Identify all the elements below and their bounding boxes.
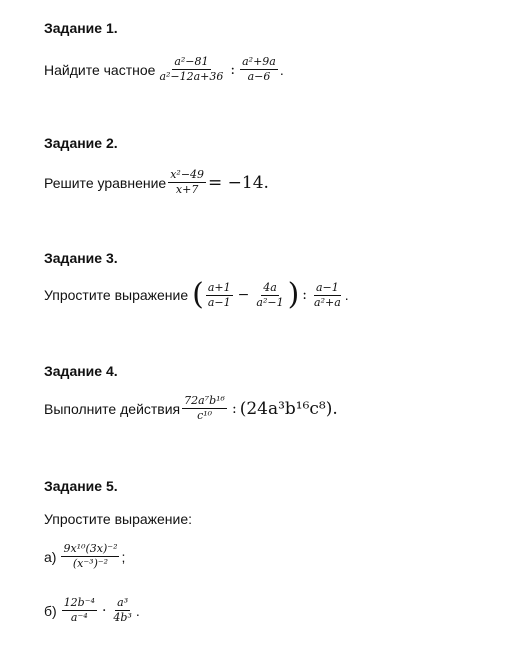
task-2-line: [44, 168, 269, 197]
fraction-denominator: x+7: [175, 183, 199, 196]
fraction-numerator: a+1: [207, 280, 231, 294]
task-3-fraction-1: [206, 281, 233, 310]
task-5-part-a: [44, 542, 125, 571]
right-paren: ): [287, 277, 300, 312]
fraction-numerator: x²−49: [170, 168, 205, 181]
fraction-denominator: a−6: [247, 70, 271, 83]
fraction-numerator: 4a: [263, 280, 277, 294]
fraction-numerator: a²−81: [174, 55, 209, 68]
task-4-text: Выполните действия: [44, 400, 181, 417]
minus-sign: −: [237, 287, 250, 303]
left-paren: (: [192, 277, 204, 312]
task-3-heading: Задание 3.: [44, 250, 118, 266]
part-a-label: а): [44, 548, 57, 565]
division-sign: :: [302, 287, 308, 303]
task-5-text: [44, 511, 192, 527]
fraction-denominator: a−1: [207, 295, 231, 309]
fraction-numerator: 9x¹⁰(3x)⁻²: [63, 542, 118, 555]
fraction-numerator: a²+9a: [242, 55, 276, 68]
task-1-heading: Задание 1.: [44, 20, 118, 36]
fraction-denominator: a²−1: [256, 295, 284, 309]
fraction-numerator: a−1: [316, 280, 339, 294]
period: .: [279, 61, 284, 78]
task-4-divisor: (24a³b¹⁶c⁸).: [239, 398, 338, 419]
task-3-line: [44, 277, 349, 312]
task-1-fraction-2: [240, 55, 278, 84]
fraction-denominator: a²−12a+36: [159, 70, 224, 83]
task-1-text: Найдите частное: [44, 61, 156, 78]
part-b-fraction-1: [62, 596, 97, 625]
task-4-line: [44, 394, 338, 423]
period: .: [344, 287, 349, 303]
task-3-text: Упростите выражение: [44, 287, 189, 303]
period: .: [135, 602, 140, 619]
task-5-instruction: Упростите выражение:: [44, 511, 193, 527]
fraction-numerator: 12b⁻⁴: [63, 596, 95, 609]
fraction-numerator: a³: [117, 596, 129, 609]
fraction-denominator: 4b³: [113, 611, 132, 624]
part-b-label: б): [44, 602, 57, 619]
task-2-text: Решите уравнение: [44, 174, 167, 191]
task-3-fraction-3: [312, 281, 343, 310]
part-a-fraction: [61, 542, 119, 571]
fraction-numerator: 72a⁷b¹⁶: [184, 394, 225, 407]
semicolon: ;: [121, 548, 126, 565]
task-2-fraction: [168, 168, 206, 197]
task-4-fraction: [182, 394, 227, 423]
task-1-fraction-1: [157, 55, 225, 84]
multiply-dot: ·: [101, 602, 107, 619]
task-1-line: [44, 55, 284, 84]
equation-rhs: = −14.: [208, 172, 269, 193]
fraction-denominator: a²+a: [314, 295, 341, 309]
task-3-fraction-2: [254, 281, 285, 310]
task-4-heading: Задание 4.: [44, 363, 118, 379]
part-b-fraction-2: [111, 596, 133, 625]
fraction-denominator: c¹⁰: [197, 409, 213, 422]
fraction-denominator: (x⁻³)⁻²: [72, 557, 109, 570]
division-sign: :: [230, 61, 236, 78]
fraction-denominator: a⁻⁴: [70, 611, 88, 624]
task-2-heading: Задание 2.: [44, 135, 118, 151]
division-sign: :: [231, 400, 237, 417]
task-5-heading: Задание 5.: [44, 478, 118, 494]
task-5-part-b: [44, 596, 140, 625]
